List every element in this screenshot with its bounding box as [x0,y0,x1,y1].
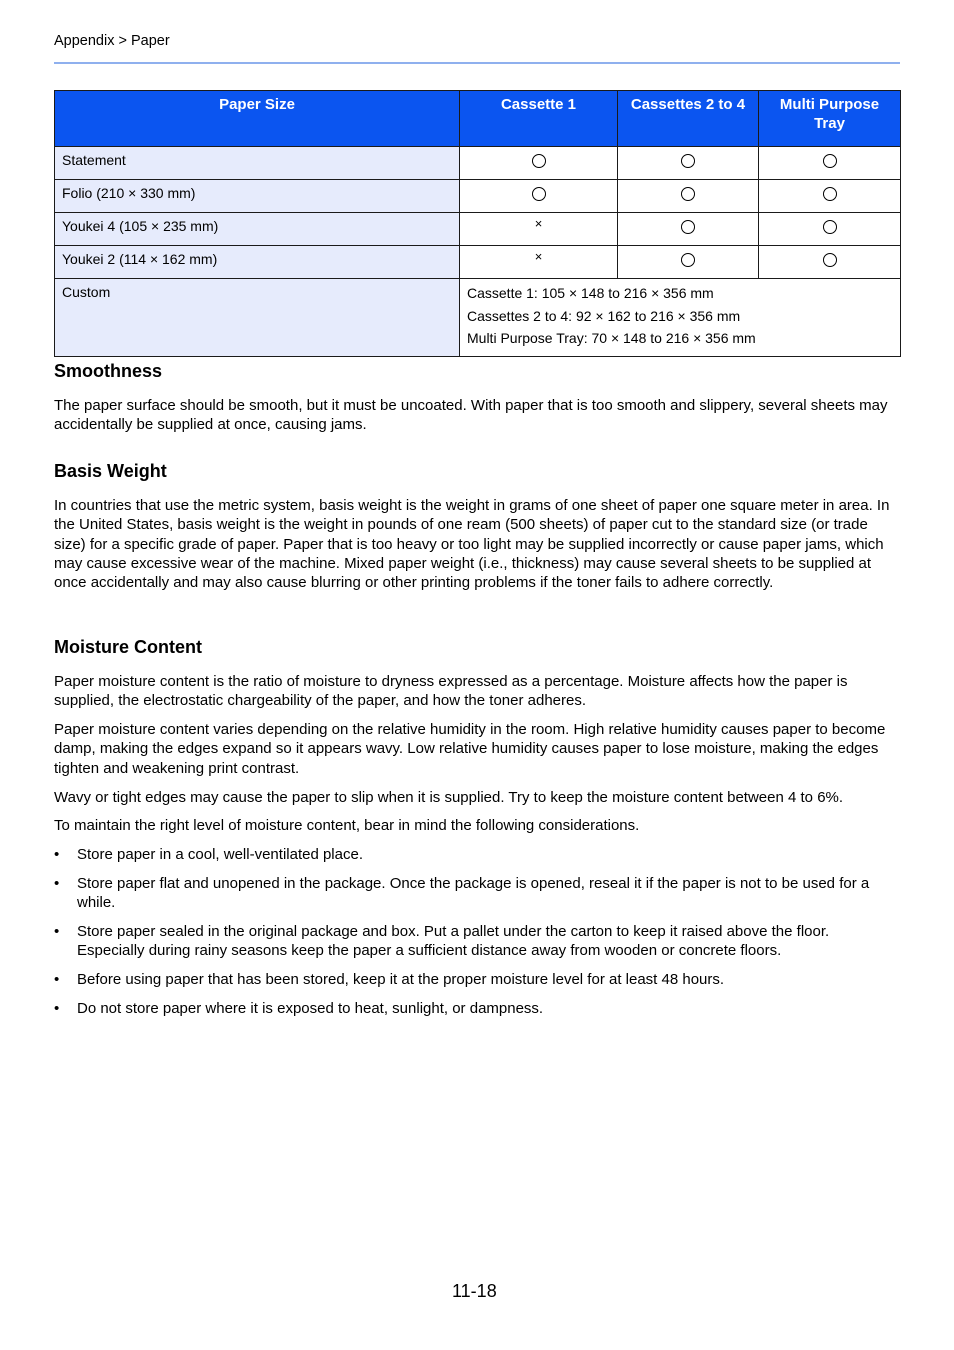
cassette-1-cell [460,180,618,213]
paper-size-table [54,90,901,357]
list-item [54,922,900,961]
table-row [55,246,901,279]
paper-size-cell: Statement [55,147,460,180]
list-item-text: Do not store paper where it is exposed to heat, sunlight, or dampness. [77,1000,544,1018]
list-item [54,845,900,864]
column-header-cassette-1: Cassette 1 [460,91,618,147]
paper-size-cell: Custom [55,279,460,357]
list-item [54,999,900,1018]
moisture-content-heading: Moisture Content [54,637,202,657]
moisture-paragraph: Paper moisture content varies depending on the relative humidity in the room. High relative humidity causes paper to become damp, making the edges expand so it appears wavy. Low relative humidity causes paper to lose moisture, making the edges tighten and weakening print contrast. [54,721,886,777]
bullet-icon: • [54,923,60,941]
mp-tray-cell [759,213,901,246]
column-header-multi-purpose-tray: Multi Purpose Tray [759,91,901,147]
mp-tray-cell [759,180,901,213]
supported-circle-icon [823,253,837,267]
basis-weight-heading: Basis Weight [54,461,167,481]
paper-size-cell: Folio (210 × 330 mm) [55,180,460,213]
moisture-paragraph: Paper moisture content is the ratio of moisture to dryness expressed as a percentage. Moisture affects how the paper is supplied, the electrostatic chargeability of the paper, and how the toner adheres. [54,673,848,710]
mp-tray-cell [759,246,901,279]
cassettes-2-to-4-cell [618,213,759,246]
list-item-text: Store paper sealed in the original package and box. Put a pallet under the carton to keep it raised above the floor. Especially during rainy seasons keep the paper a sufficient distance away from wooden or concrete floors. [77,923,830,960]
table-row-custom [55,279,901,357]
moisture-paragraph: Wavy or tight edges may cause the paper to slip when it is supplied. Try to keep the moisture content between 4 to 6%. [54,789,844,806]
list-item [54,874,900,913]
bullet-icon: • [54,971,60,989]
mp-tray-cell [759,147,901,180]
supported-circle-icon [681,220,695,234]
supported-circle-icon [681,154,695,168]
paper-size-cell: Youkei 2 (114 × 162 mm) [55,246,460,279]
breadcrumb: Appendix > Paper [54,33,170,49]
custom-range-mp-tray: Multi Purpose Tray: 70 × 148 to 216 × 356 mm [467,330,756,346]
not-supported-cross-icon: × [534,249,543,264]
table-row [55,147,901,180]
bullet-icon: • [54,846,60,863]
storage-considerations-list [54,845,900,1028]
supported-circle-icon [823,187,837,201]
supported-circle-icon [532,187,546,201]
supported-circle-icon [681,253,695,267]
not-supported-cross-icon: × [534,216,543,231]
paper-size-cell: Youkei 4 (105 × 235 mm) [55,213,460,246]
supported-circle-icon [532,154,546,168]
list-item [54,970,900,989]
list-item-text: Store paper flat and unopened in the package. Once the package is opened, reseal it if the paper is not to be used for a while. [77,874,870,912]
column-header-cassettes-2-to-4: Cassettes 2 to 4 [618,91,759,147]
column-header-paper-size: Paper Size [55,91,460,147]
cassettes-2-to-4-cell [618,246,759,279]
custom-range-cassette-1: Cassette 1: 105 × 148 to 216 × 356 mm [467,285,714,301]
supported-circle-icon [681,187,695,201]
list-item-text: Before using paper that has been stored, keep it at the proper moisture level for at least 48 hours. [77,971,725,989]
basis-weight-text: In countries that use the metric system, basis weight is the weight in grams of one sheet of paper one square meter in area. In the United States, basis weight is the weight in pounds of one ream (500 sheets) of paper cut to the standard size (or trade size) for a specific grade of paper. Paper that is too heavy or too light may be supplied incorrectly or cause paper jams, which may cause excessive wear of the machine. Mixed paper weight (i.e., thickness) may cause several sheets to be supplied at once accidentally and may also cause blurring or other printing problems if the toner fails to adhere correctly. [54,497,890,592]
cassette-1-cell [460,147,618,180]
cassette-1-cell [460,213,618,246]
bullet-icon: • [54,1000,60,1018]
supported-circle-icon [823,220,837,234]
table-header-row [55,91,901,147]
list-item-text: Store paper in a cool, well-ventilated place. [77,846,363,863]
supported-circle-icon [823,154,837,168]
page-number: 11-18 [452,1281,497,1301]
cassette-1-cell [460,246,618,279]
smoothness-text: The paper surface should be smooth, but it must be uncoated. With paper that is too smooth and slippery, several sheets may accidentally be supplied at once, causing jams. [54,397,888,434]
table-row [55,213,901,246]
header-divider [54,62,900,64]
cassettes-2-to-4-cell [618,147,759,180]
table-row [55,180,901,213]
smoothness-heading: Smoothness [54,361,163,381]
custom-size-ranges [460,279,901,357]
cassettes-2-to-4-cell [618,180,759,213]
bullet-icon: • [54,874,60,892]
custom-range-cassettes-2-to-4: Cassettes 2 to 4: 92 × 162 to 216 × 356 mm [467,307,741,324]
moisture-paragraph: To maintain the right level of moisture content, bear in mind the following considerations. [54,817,640,834]
